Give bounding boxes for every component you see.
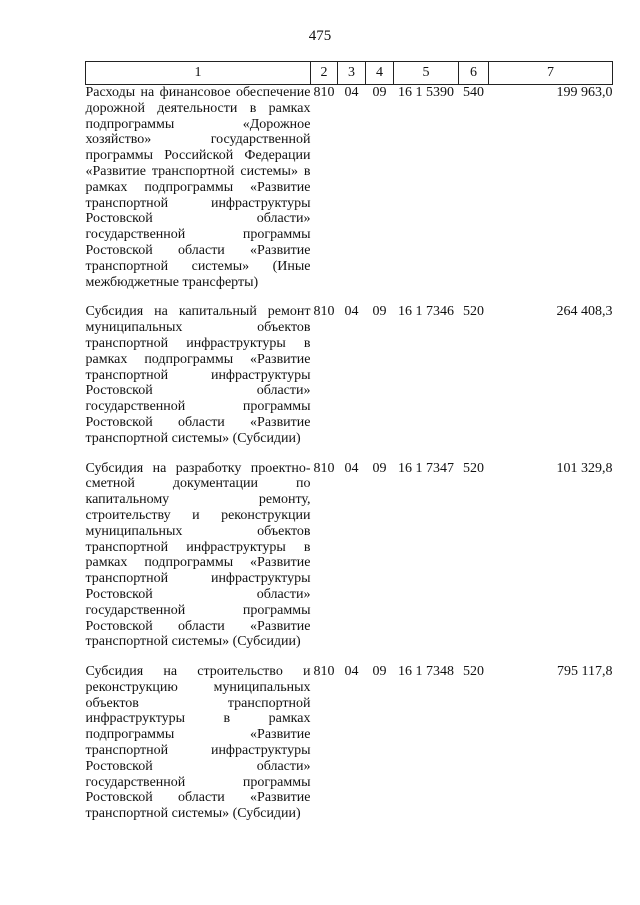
table-row xyxy=(86,461,613,665)
table-row xyxy=(86,664,613,822)
row-section-code: 04 xyxy=(344,664,359,680)
table-row xyxy=(86,304,613,460)
row-description: Расходы на финансовое обеспечение дорожной деятельности в рамках подпрограммы «Дорожное хозяйство» государственной программы Российской Федерации «Развитие транспортной системы» в рамках подпрограммы «Развитие транспортной инфраструктуры Ростовской области» государственной программы Ростовской области «Развитие транспортной системы» (Иные межбюджетные трансферты) xyxy=(85,85,311,290)
row-subsection-code: 09 xyxy=(372,304,387,320)
column-header: 3 xyxy=(338,62,366,85)
row-expense-type-code: 520 xyxy=(463,664,484,680)
row-ministry-code: 810 xyxy=(313,85,335,100)
column-header: 6 xyxy=(459,62,489,85)
row-expense-type-code: 520 xyxy=(463,460,484,476)
row-expense-type-code: 520 xyxy=(463,304,484,320)
row-ministry-code: 810 xyxy=(313,304,335,320)
row-amount: 795 117,8 xyxy=(557,664,613,680)
row-subsection-code: 09 xyxy=(372,664,387,680)
row-subsection-code: 09 xyxy=(372,460,387,476)
row-amount: 101 329,8 xyxy=(556,460,613,476)
row-ministry-code: 810 xyxy=(313,460,335,476)
column-header-row xyxy=(86,62,613,85)
column-header: 1 xyxy=(86,62,311,85)
row-expense-type-code: 540 xyxy=(463,85,484,100)
row-ministry-code: 810 xyxy=(313,664,335,680)
column-header: 5 xyxy=(394,62,459,85)
row-section-code: 04 xyxy=(344,304,359,320)
row-description: Субсидия на капитальный ремонт муниципальных объектов транспортной инфраструктуры в рамках подпрограммы «Развитие транспортной инфраструктуры Ростовской области» государственной программы Ростовской области «Развитие транспортной системы» (Субсидии) xyxy=(85,304,311,446)
row-section-code: 04 xyxy=(344,460,359,476)
page-number: 475 xyxy=(308,28,332,44)
column-header: 4 xyxy=(366,62,394,85)
row-amount: 199 963,0 xyxy=(556,85,613,100)
row-target-code: 16 1 7348 xyxy=(398,664,454,680)
row-section-code: 04 xyxy=(344,85,359,100)
row-amount: 264 408,3 xyxy=(556,304,613,320)
row-target-code: 16 1 7346 xyxy=(398,304,454,320)
row-description: Субсидия на строительство и реконструкцию муниципальных объектов транспортной инфраструктуры в рамках подпрограммы «Развитие транспортной инфраструктуры Ростовской области» государственной программы Ростовской области «Развитие транспортной системы» (Субсидии) xyxy=(85,664,311,822)
row-target-code: 16 1 7347 xyxy=(398,460,454,476)
table-row xyxy=(86,85,613,305)
row-subsection-code: 09 xyxy=(372,85,387,100)
row-description: Субсидия на разработку проектно-сметной документации по капитальному ремонту, строительству и реконструкции муниципальных объектов транспортной инфраструктуры в рамках подпрограммы «Развитие транспортной инфраструктуры Ростовской области» государственной программы Ростовской области «Развитие транспортной системы» (Субсидии) xyxy=(85,460,311,650)
budget-table xyxy=(85,61,613,822)
row-target-code: 16 1 5390 xyxy=(398,85,454,100)
column-header: 2 xyxy=(311,62,338,85)
column-header: 7 xyxy=(489,62,613,85)
